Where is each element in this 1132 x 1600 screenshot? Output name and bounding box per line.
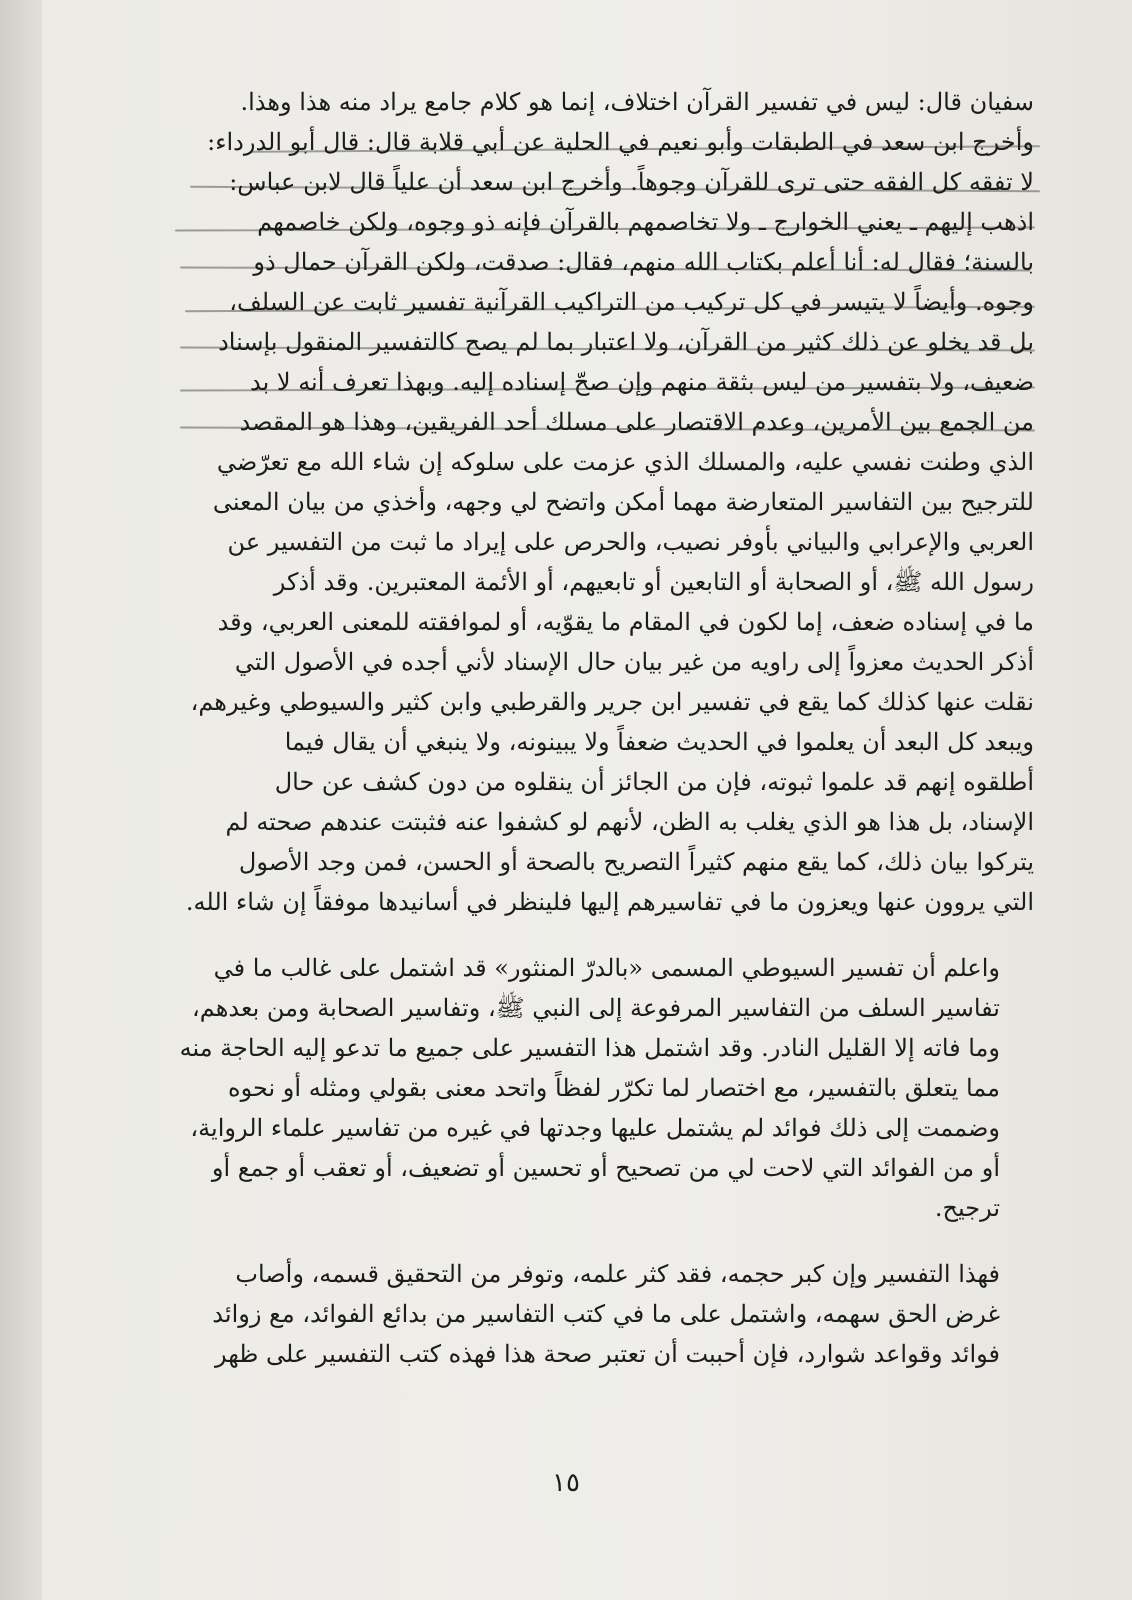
text-line: غرض الحق سهمه، واشتمل على ما في كتب التفاسير من بدائع الفوائد، مع زوائد	[212, 1300, 1000, 1328]
text-line: بل قد يخلو عن ذلك كثير من القرآن، ولا اعتبار بما لم يصح كالتفسير المنقول بإسناد	[218, 328, 1034, 356]
paragraph-3	[178, 1254, 1034, 1374]
text-line: وأخرج ابن سعد في الطبقات وأبو نعيم في الحلية عن أبي قلابة قال: قال أبو الدرداء:	[207, 128, 1034, 156]
text-line: ترجيح.	[934, 1194, 1000, 1222]
text-line: الذي وطنت نفسي عليه، والمسلك الذي عزمت على سلوكه إن شاء الله مع تعرّضي	[216, 448, 1034, 476]
text-line: أذكر الحديث معزواً إلى راويه من غير بيان حال الإسناد لأني أجده في الأصول التي	[234, 648, 1034, 676]
paragraph-1	[178, 82, 1034, 922]
text-line: بالسنة؛ فقال له: أنا أعلم بكتاب الله منهم، فقال: صدقت، ولكن القرآن حمال ذو	[253, 248, 1034, 276]
text-line: نقلت عنها كذلك كما يقع في تفسير ابن جرير والقرطبي وابن كثير والسيوطي وغيرهم،	[190, 688, 1034, 716]
text-line: تفاسير السلف من التفاسير المرفوعة إلى النبي ﷺ، وتفاسير الصحابة ومن بعدهم،	[192, 994, 1000, 1022]
text-line: واعلم أن تفسير السيوطي المسمى «بالدرّ المنثور» قد اشتمل على غالب ما في	[213, 954, 1000, 982]
text-line: أطلقوه إنهم قد علموا ثبوته، فإن من الجائز أن ينقلوه من دون كشف عن حال	[274, 768, 1034, 796]
text-line: لا تفقه كل الفقه حتى ترى للقرآن وجوهاً. وأخرج ابن سعد أن علياً قال لابن عباس:	[229, 168, 1034, 196]
text-line: من الجمع بين الأمرين، وعدم الاقتصار على مسلك أحد الفريقين، وهذا هو المقصد	[239, 408, 1034, 436]
text-line: فهذا التفسير وإن كبر حجمه، فقد كثر علمه، وتوفر من التحقيق قسمه، وأصاب	[235, 1260, 1000, 1288]
text-line: رسول الله ﷺ، أو الصحابة أو التابعين أو تابعيهم، أو الأئمة المعتبرين. وقد أذكر	[273, 568, 1034, 596]
text-line: التي يروون عنها ويعزون ما في تفاسيرهم إليها فلينظر في أسانيدها موفقاً إن شاء الله.	[185, 888, 1034, 916]
text-line: ويبعد كل البعد أن يعلموا في الحديث ضعفاً ولا يبينونه، ولا ينبغي أن يقال فيما	[284, 728, 1034, 756]
paragraph-2	[178, 948, 1034, 1228]
text-line: للترجيح بين التفاسير المتعارضة مهما أمكن واتضح لي وجهه، وأخذي من بيان المعنى	[212, 488, 1034, 516]
page-gutter-shadow	[0, 0, 42, 1600]
text-line: اذهب إليهم ـ يعني الخوارج ـ ولا تخاصمهم بالقرآن فإنه ذو وجوه، ولكن خاصمهم	[257, 208, 1034, 236]
text-line: الإسناد، بل هذا هو الذي يغلب به الظن، لأنهم لو كشفوا عنه فثبتت عندهم صحته لم	[225, 808, 1034, 836]
text-line: وضممت إلى ذلك فوائد لم يشتمل عليها وجدتها في غيره من تفاسير علماء الرواية،	[190, 1114, 1000, 1142]
text-line: أو من الفوائد التي لاحت لي من تصحيح أو تحسين أو تضعيف، أو تعقب أو جمع أو	[211, 1154, 1000, 1182]
text-line: ضعيف، ولا بتفسير من ليس بثقة منهم وإن صحّ إسناده إليه. وبهذا تعرف أنه لا بد	[249, 368, 1034, 396]
text-line: وجوه. وأيضاً لا يتيسر في كل تركيب من التراكيب القرآنية تفسير ثابت عن السلف،	[229, 288, 1034, 316]
body-text	[178, 82, 1034, 1400]
text-line: مما يتعلق بالتفسير، مع اختصار لما تكرّر لفظاً واتحد معنى بقولي ومثله أو نحوه	[228, 1074, 1000, 1102]
text-line: سفيان قال: ليس في تفسير القرآن اختلاف، إنما هو كلام جامع يراد منه هذا وهذا.	[240, 88, 1034, 116]
text-line: يتركوا بيان ذلك، كما يقع منهم كثيراً التصريح بالصحة أو الحسن، فمن وجد الأصول	[238, 848, 1034, 876]
text-line: فوائد وقواعد شوارد، فإن أحببت أن تعتبر صحة هذا فهذه كتب التفسير على ظهر	[214, 1340, 1000, 1368]
text-line: وما فاته إلا القليل النادر. وقد اشتمل هذا التفسير على جميع ما تدعو إليه الحاجة منه	[179, 1034, 1000, 1062]
text-line: العربي والإعرابي والبياني بأوفر نصيب، والحرص على إيراد ما ثبت من التفسير عن	[227, 528, 1034, 556]
text-line: ما في إسناده ضعف، إما لكون في المقام ما يقوّيه، أو لموافقته للمعنى العربي، وقد	[217, 608, 1034, 636]
page-number: ١٥	[552, 1468, 580, 1498]
